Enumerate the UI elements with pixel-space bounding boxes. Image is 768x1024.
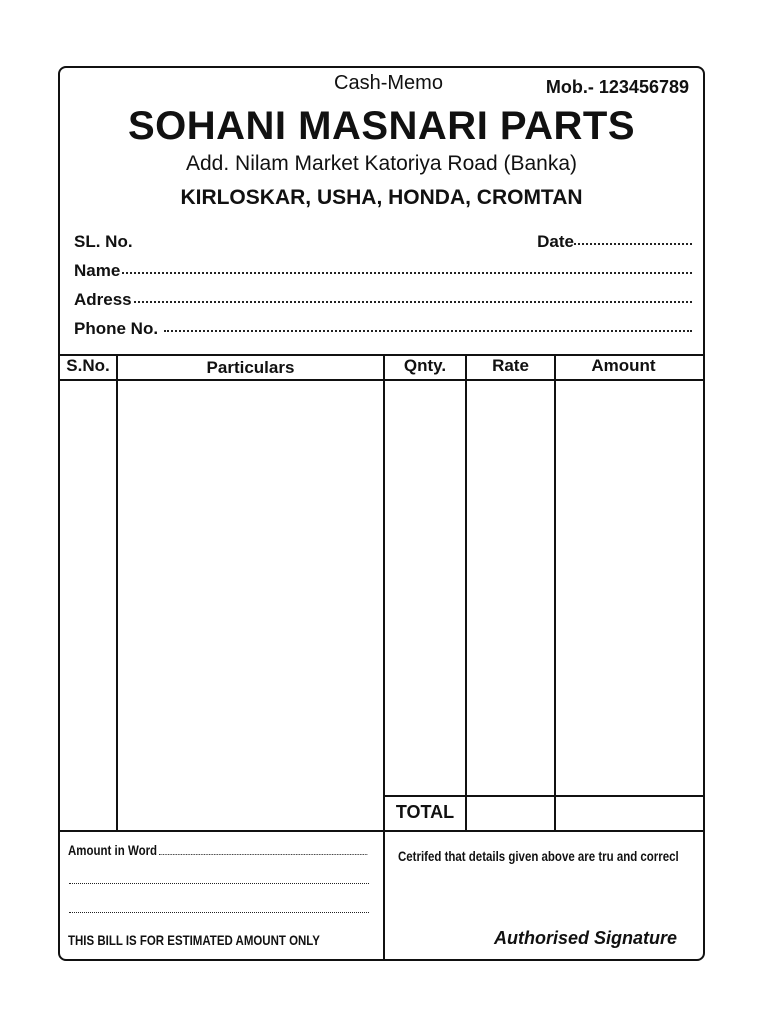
amount-in-word-field[interactable]: [159, 853, 368, 855]
amount-in-word-line-3[interactable]: [69, 912, 369, 913]
col-divider-sno: [116, 354, 118, 831]
col-divider-particulars: [383, 354, 385, 961]
mobile-number: Mob.- 123456789: [545, 77, 689, 97]
name-field[interactable]: [122, 271, 692, 274]
phone-label: Phone No.: [74, 319, 159, 338]
date-field[interactable]: [574, 242, 692, 245]
shop-name: SOHANI MASNARI PARTS: [127, 104, 636, 148]
total-row-border: [384, 795, 705, 797]
address-label: Adress: [74, 290, 132, 309]
name-label: Name: [74, 261, 121, 280]
shop-address: Add. Nilam Market Katoriya Road (Banka): [186, 152, 577, 175]
address-field[interactable]: [134, 300, 692, 303]
name-row: [74, 261, 692, 281]
date-label: Date: [537, 232, 574, 251]
col-divider-qnty: [465, 354, 467, 831]
col-header-amount: Amount: [591, 356, 656, 375]
memo-type: Cash-Memo: [334, 72, 443, 94]
col-header-particulars: Particulars: [206, 358, 295, 377]
total-label: TOTAL: [395, 802, 455, 822]
authorised-signature: Authorised Signature: [493, 928, 677, 948]
brand-list: KIRLOSKAR, USHA, HONDA, CROMTAN: [180, 186, 583, 209]
col-header-qnty: Qnty.: [403, 356, 447, 375]
estimate-note: THIS BILL IS FOR ESTIMATED AMOUNT ONLY: [68, 932, 320, 948]
amount-in-word-row: [68, 842, 367, 858]
amount-in-word-line-2[interactable]: [69, 883, 369, 884]
col-divider-rate: [554, 354, 556, 831]
serial-label: SL. No.: [74, 232, 133, 251]
cash-memo-form: [58, 66, 705, 961]
col-header-rate: Rate: [492, 356, 529, 375]
phone-row: [74, 319, 692, 339]
col-header-sno: S.No.: [66, 356, 110, 375]
phone-field[interactable]: [164, 329, 692, 332]
address-row: [74, 290, 692, 310]
amount-in-word-label: Amount in Word: [68, 842, 158, 858]
serial-date-row: [74, 232, 692, 252]
certification-text: Cetrifed that details given above are tru and correcl: [398, 848, 679, 864]
